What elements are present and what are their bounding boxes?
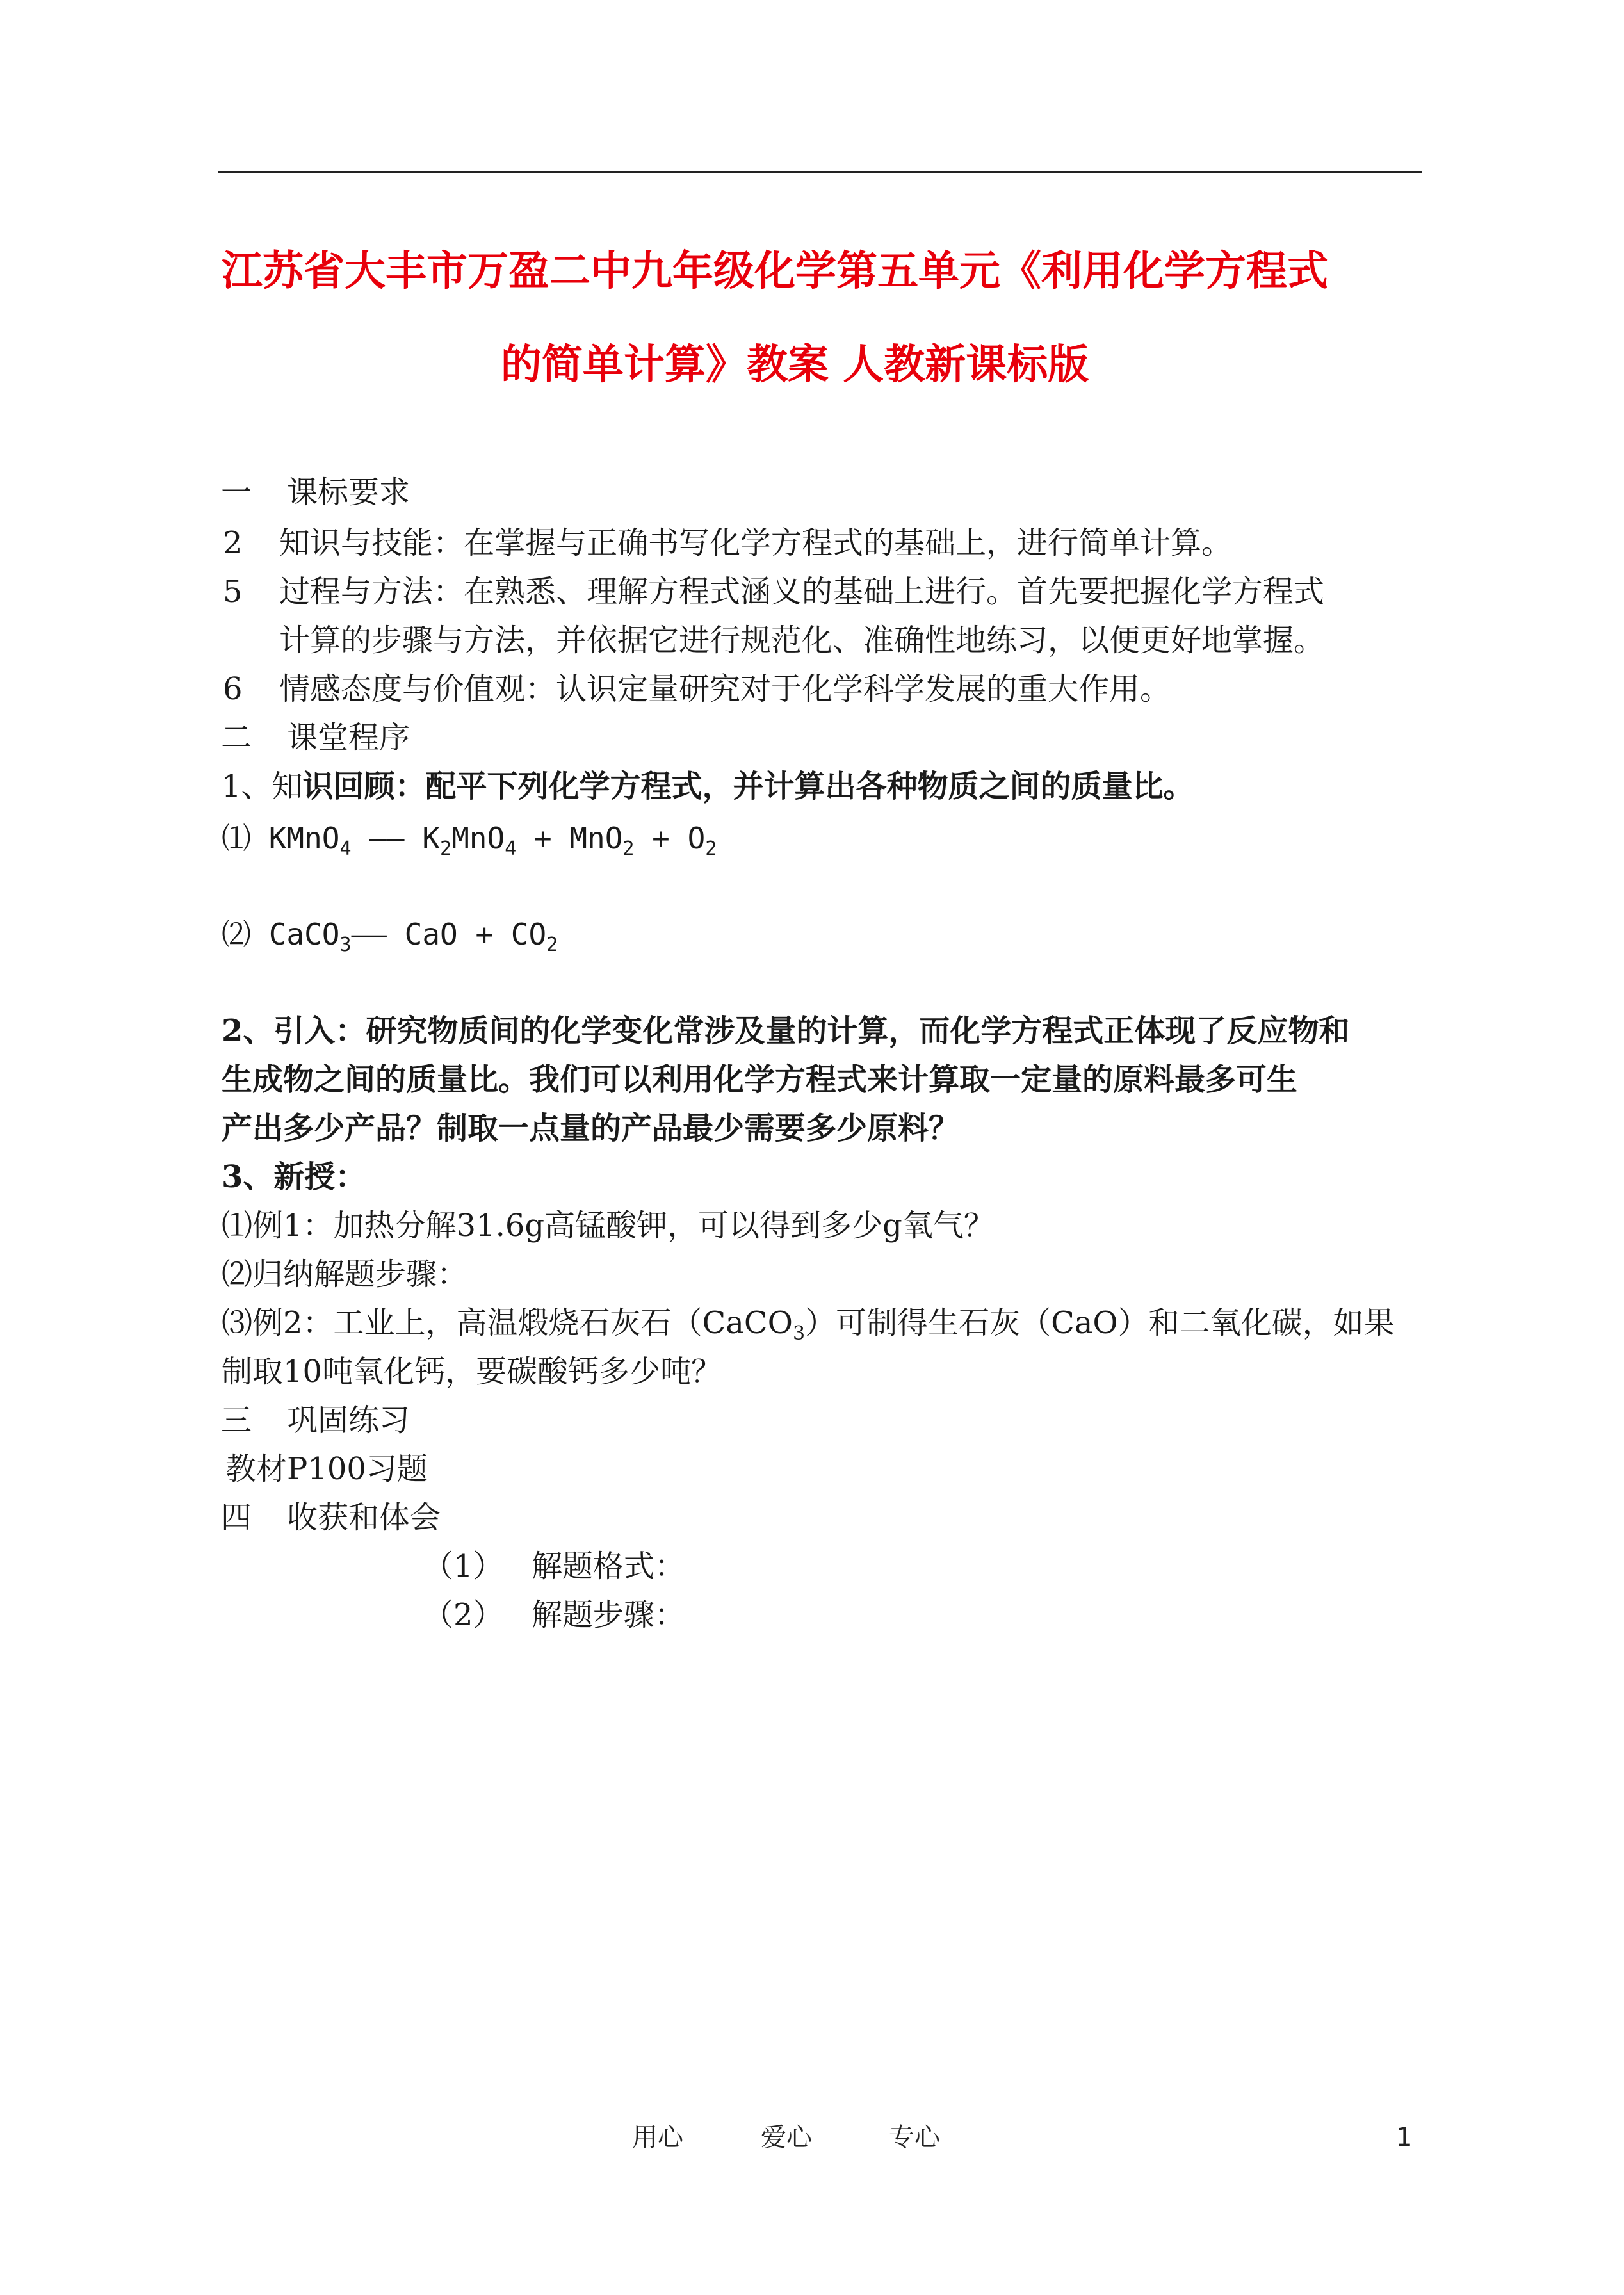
new-lesson-heading: 3、新授： — [222, 1159, 366, 1195]
section1-item2-number: 5 — [223, 574, 243, 610]
section4-item2-text: 解题步骤： — [532, 1597, 686, 1633]
eq1-sub: 2 — [705, 838, 717, 860]
review-line — [222, 768, 1194, 804]
footer-word-1: 用心 — [632, 2123, 683, 2152]
example-2-line1 — [222, 1305, 1395, 1345]
eq1-o2: + O — [634, 821, 706, 856]
intro-line1: 2、引入：研究物质间的化学变化常涉及量的计算，而化学方程式正体现了反应物和 — [222, 1013, 1350, 1049]
section1-item2-text: 过程与方法：在熟悉、理解方程式涵义的基础上进行。首先要把握化学方程式 — [279, 574, 1325, 610]
eq1-sub: 4 — [339, 838, 352, 860]
page-number: 1 — [1396, 2123, 1413, 2152]
section1-item1-text: 知识与技能：在掌握与正确书写化学方程式的基础上，进行简单计算。 — [279, 525, 1233, 561]
example-2-line2: 制取10吨氧化钙，要碳酸钙多少吨？ — [222, 1354, 722, 1390]
review-prefix: 1、知 — [222, 768, 303, 804]
section2-heading: 课堂程序 — [287, 720, 410, 756]
example-2-part-a: ⑶例2：工业上，高温煅烧石灰石（CaCO — [222, 1305, 793, 1341]
header-rule — [218, 171, 1422, 173]
intro-line2: 生成物之间的质量比。我们可以利用化学方程式来计算取一定量的原料最多可生 — [222, 1062, 1298, 1098]
eq1-mno4: MnO — [451, 821, 505, 856]
footer-word-3: 专心 — [889, 2123, 940, 2152]
eq2-sub: 3 — [339, 934, 352, 956]
solution-steps: ⑵归纳解题步骤： — [222, 1256, 468, 1292]
footer-word-2: 爱心 — [761, 2123, 812, 2152]
section3-text: 教材P100习题 — [225, 1451, 428, 1487]
section4-number: 四 — [221, 1500, 252, 1536]
eq2-products: —— CaO + CO — [351, 917, 547, 952]
section1-item1-number: 2 — [223, 525, 243, 561]
section4-heading: 收获和体会 — [287, 1500, 441, 1536]
review-instruction: 识回顾：配平下列化学方程式，并计算出各种物质之间的质量比。 — [302, 768, 1194, 804]
document-title-line2: 的简单计算》教案 人教新课标版 — [501, 341, 1089, 389]
example-2-part-b: ）可制得生石灰（CaO）和二氧化碳，如果 — [805, 1305, 1395, 1341]
eq2-sub: 2 — [546, 934, 558, 956]
intro-line3: 产出多少产品？制取一点量的产品最少需要多少原料？ — [222, 1110, 960, 1146]
eq1-sub: 4 — [505, 838, 517, 860]
section4-item1-number: （1） — [423, 1548, 504, 1584]
section1-heading: 课标要求 — [287, 474, 410, 510]
section1-item3-number: 6 — [223, 671, 243, 707]
eq1-sub: 2 — [440, 838, 452, 860]
section4-item1-text: 解题格式： — [532, 1548, 686, 1584]
example-2-sub: 3 — [792, 1322, 806, 1345]
section3-number: 三 — [221, 1402, 252, 1438]
section1-item2-text-cont: 计算的步骤与方法，并依据它进行规范化、准确性地练习，以便更好地掌握。 — [279, 622, 1325, 658]
eq2-caco3: CaCO — [268, 917, 340, 952]
section1-number: 一 — [221, 474, 252, 510]
eq1-mno2: + MnO — [516, 821, 623, 856]
eq1-sub: 2 — [622, 838, 635, 860]
equation-1-label: ⑴ — [222, 821, 251, 856]
section2-number: 二 — [221, 720, 252, 756]
section3-heading: 巩固练习 — [287, 1402, 410, 1438]
example-1: ⑴例1：加热分解31.6g高锰酸钾，可以得到多少g氧气？ — [222, 1208, 995, 1244]
section4-item2-number: （2） — [423, 1597, 504, 1633]
equation-1 — [222, 821, 717, 860]
equation-2 — [222, 917, 558, 956]
eq1-kmno4: KMnO — [268, 821, 340, 856]
document-title-line1: 江苏省大丰市万盈二中九年级化学第五单元《利用化学方程式 — [222, 247, 1328, 295]
section1-item3-text: 情感态度与价值观：认识定量研究对于化学科学发展的重大作用。 — [279, 671, 1171, 707]
eq1-k2: —— K — [351, 821, 441, 856]
equation-2-label: ⑵ — [222, 917, 251, 952]
